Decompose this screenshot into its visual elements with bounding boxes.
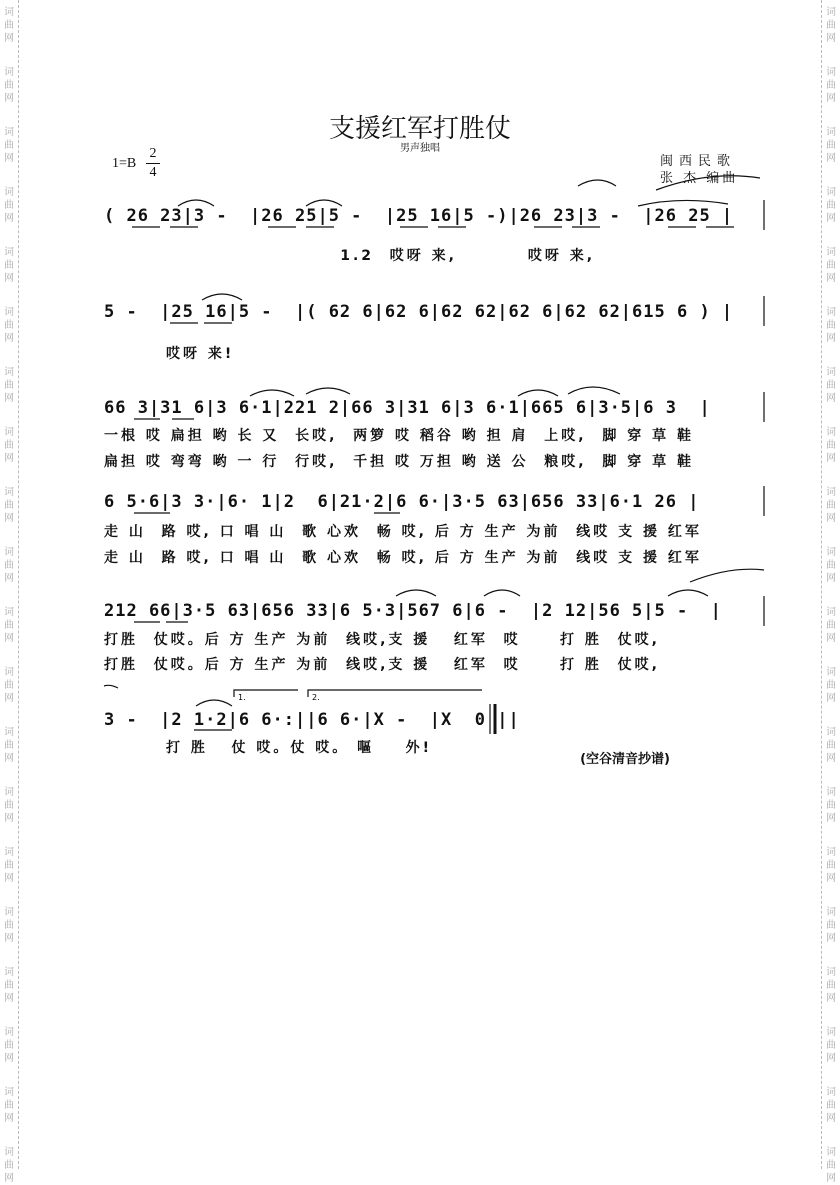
- slur-mark: [104, 685, 118, 688]
- lyric-line-5-verse-2: 打胜 仗哎。后 方 生产 为前 线哎,支 援 红军 哎 打 胜 仗哎,: [104, 657, 660, 673]
- slur-mark: [306, 200, 342, 206]
- watermark-stamp: 词 曲 网: [4, 487, 14, 524]
- slur-mark: [668, 590, 708, 596]
- watermark-stamp: 词 曲 网: [4, 307, 14, 344]
- watermark-stamp: 词 曲 网: [826, 1027, 836, 1064]
- watermark-stamp: 词 曲 网: [826, 427, 836, 464]
- watermark-stamp: 词 曲 网: [826, 1087, 836, 1124]
- lyric-line-3-verse-2: 扁担 哎 弯弯 哟 一 行 行哎, 千担 哎 万担 哟 送 公 粮哎, 脚 穿 草 鞋: [104, 454, 694, 470]
- staff-line-4: 6 5·6|3 3·|6· 1|2 6|21·2|6 6·|3·5 63|656 33|6·1 26 |: [104, 492, 700, 512]
- watermark-stamp: 词 曲 网: [826, 907, 836, 944]
- watermark-stamp: 词 曲 网: [4, 847, 14, 884]
- slur-mark: [484, 590, 520, 596]
- watermark-stamp: 词 曲 网: [826, 247, 836, 284]
- watermark-stamp: 词 曲 网: [4, 607, 14, 644]
- slur-mark: [578, 180, 616, 186]
- staff-line-5: 212 66|3·5 63|656 33|6 5·3|567 6|6 - |2 12|56 5|5 - |: [104, 601, 722, 621]
- staff-line-1: ( 26 23|3 - |26 25|5 - |25 16|5 -)|26 23|3 - |26 25 |: [104, 206, 734, 226]
- staff-line-6: 3 - |2 1·2|6 6·:||6 6·|X - |X 0 ||: [104, 710, 520, 730]
- lyric-line-2-verse-1: 哎呀 来!: [166, 346, 235, 362]
- slur-mark: [306, 388, 350, 394]
- watermark-stamp: 词 曲 网: [4, 187, 14, 224]
- watermark-stamp: 词 曲 网: [4, 907, 14, 944]
- song-title: 支援红军打胜仗: [328, 114, 511, 144]
- watermark-stamp: 词 曲 网: [4, 1027, 14, 1064]
- volta-label-1: 1.: [238, 693, 246, 702]
- slur-mark: [690, 569, 764, 582]
- slur-mark: [656, 176, 760, 190]
- watermark-stamp: 词 曲 网: [4, 547, 14, 584]
- watermark-stamp: 词 曲 网: [826, 727, 836, 764]
- watermark-stamp: 词 曲 网: [4, 967, 14, 1004]
- watermark-stamp: 词 曲 网: [4, 727, 14, 764]
- watermark-stamp: 词 曲 网: [4, 1147, 14, 1184]
- song-subtitle: 男声独唱: [400, 143, 440, 154]
- key-signature: 1=B: [112, 156, 137, 171]
- credit-origin: 闽西民歌: [660, 154, 737, 169]
- watermark-stamp: 词 曲 网: [826, 307, 836, 344]
- watermark-stamp: 词 曲 网: [826, 1147, 836, 1184]
- watermark-stamp: 词 曲 网: [4, 7, 14, 44]
- watermark-stamp: 词 曲 网: [4, 247, 14, 284]
- time-signature-bottom: 4: [149, 165, 157, 180]
- watermark-stamp: 词 曲 网: [4, 787, 14, 824]
- watermark-stamp: 词 曲 网: [4, 667, 14, 704]
- slur-mark: [638, 200, 728, 206]
- lyric-line-6-verse-1: 打 胜 仗 哎。仗 哎。 嘔 外!: [166, 740, 432, 756]
- slur-mark: [196, 700, 232, 706]
- watermark-stamp: 词 曲 网: [826, 187, 836, 224]
- staff-line-2: 5 - |25 16|5 - |( 62 6|62 6|62 62|62 6|62 62|615 6 ) |: [104, 302, 734, 322]
- slur-mark: [178, 200, 214, 206]
- transcriber-note: (空谷清音抄谱): [580, 752, 670, 767]
- lyric-line-1-verse-1: 1.2 哎呀 来, 哎呀 来,: [104, 248, 596, 264]
- watermark-stamp: 词 曲 网: [826, 967, 836, 1004]
- lyric-line-5-verse-1: 打胜 仗哎。后 方 生产 为前 线哎,支 援 红军 哎 打 胜 仗哎,: [104, 632, 660, 648]
- credit-arranger: 张 杰 编曲: [660, 171, 739, 186]
- watermark-stamp: 词 曲 网: [826, 607, 836, 644]
- watermark-stamp: 词 曲 网: [826, 367, 836, 404]
- slur-mark: [568, 387, 620, 394]
- volta-label-2: 2.: [312, 693, 320, 702]
- watermark-stamp: 词 曲 网: [826, 67, 836, 104]
- watermark-stamp: 词 曲 网: [826, 127, 836, 164]
- lyric-line-3-verse-1: 一根 哎 扁担 哟 长 又 长哎, 两箩 哎 稻谷 哟 担 肩 上哎, 脚 穿 草 鞋: [104, 428, 694, 444]
- slur-mark: [396, 590, 436, 596]
- watermark-stamp: 词 曲 网: [4, 1087, 14, 1124]
- watermark-stamp: 词 曲 网: [826, 667, 836, 704]
- watermark-stamp: 词 曲 网: [826, 847, 836, 884]
- lyric-line-4-verse-2: 走 山 路 哎, 口 唱 山 歌 心欢 畅 哎, 后 方 生产 为前 线哎 支 援 红军: [104, 550, 702, 566]
- time-signature-top: 2: [149, 146, 157, 161]
- lyric-line-4-verse-1: 走 山 路 哎, 口 唱 山 歌 心欢 畅 哎, 后 方 生产 为前 线哎 支 援 红军: [104, 524, 702, 540]
- slur-mark: [518, 390, 558, 396]
- watermark-stamp: 词 曲 网: [826, 487, 836, 524]
- slur-mark: [202, 294, 242, 300]
- watermark-stamp: 词 曲 网: [826, 547, 836, 584]
- watermark-stamp: 词 曲 网: [4, 67, 14, 104]
- watermark-stamp: 词 曲 网: [4, 367, 14, 404]
- watermark-stamp: 词 曲 网: [4, 127, 14, 164]
- staff-line-3: 66 3|31 6|3 6·1|221 2|66 3|31 6|3 6·1|665 6|3·5|6 3 |: [104, 398, 711, 418]
- watermark-stamp: 词 曲 网: [826, 7, 836, 44]
- slur-mark: [250, 390, 294, 396]
- watermark-stamp: 词 曲 网: [826, 787, 836, 824]
- watermark-stamp: 词 曲 网: [4, 427, 14, 464]
- volta-2-bracket: [308, 690, 482, 697]
